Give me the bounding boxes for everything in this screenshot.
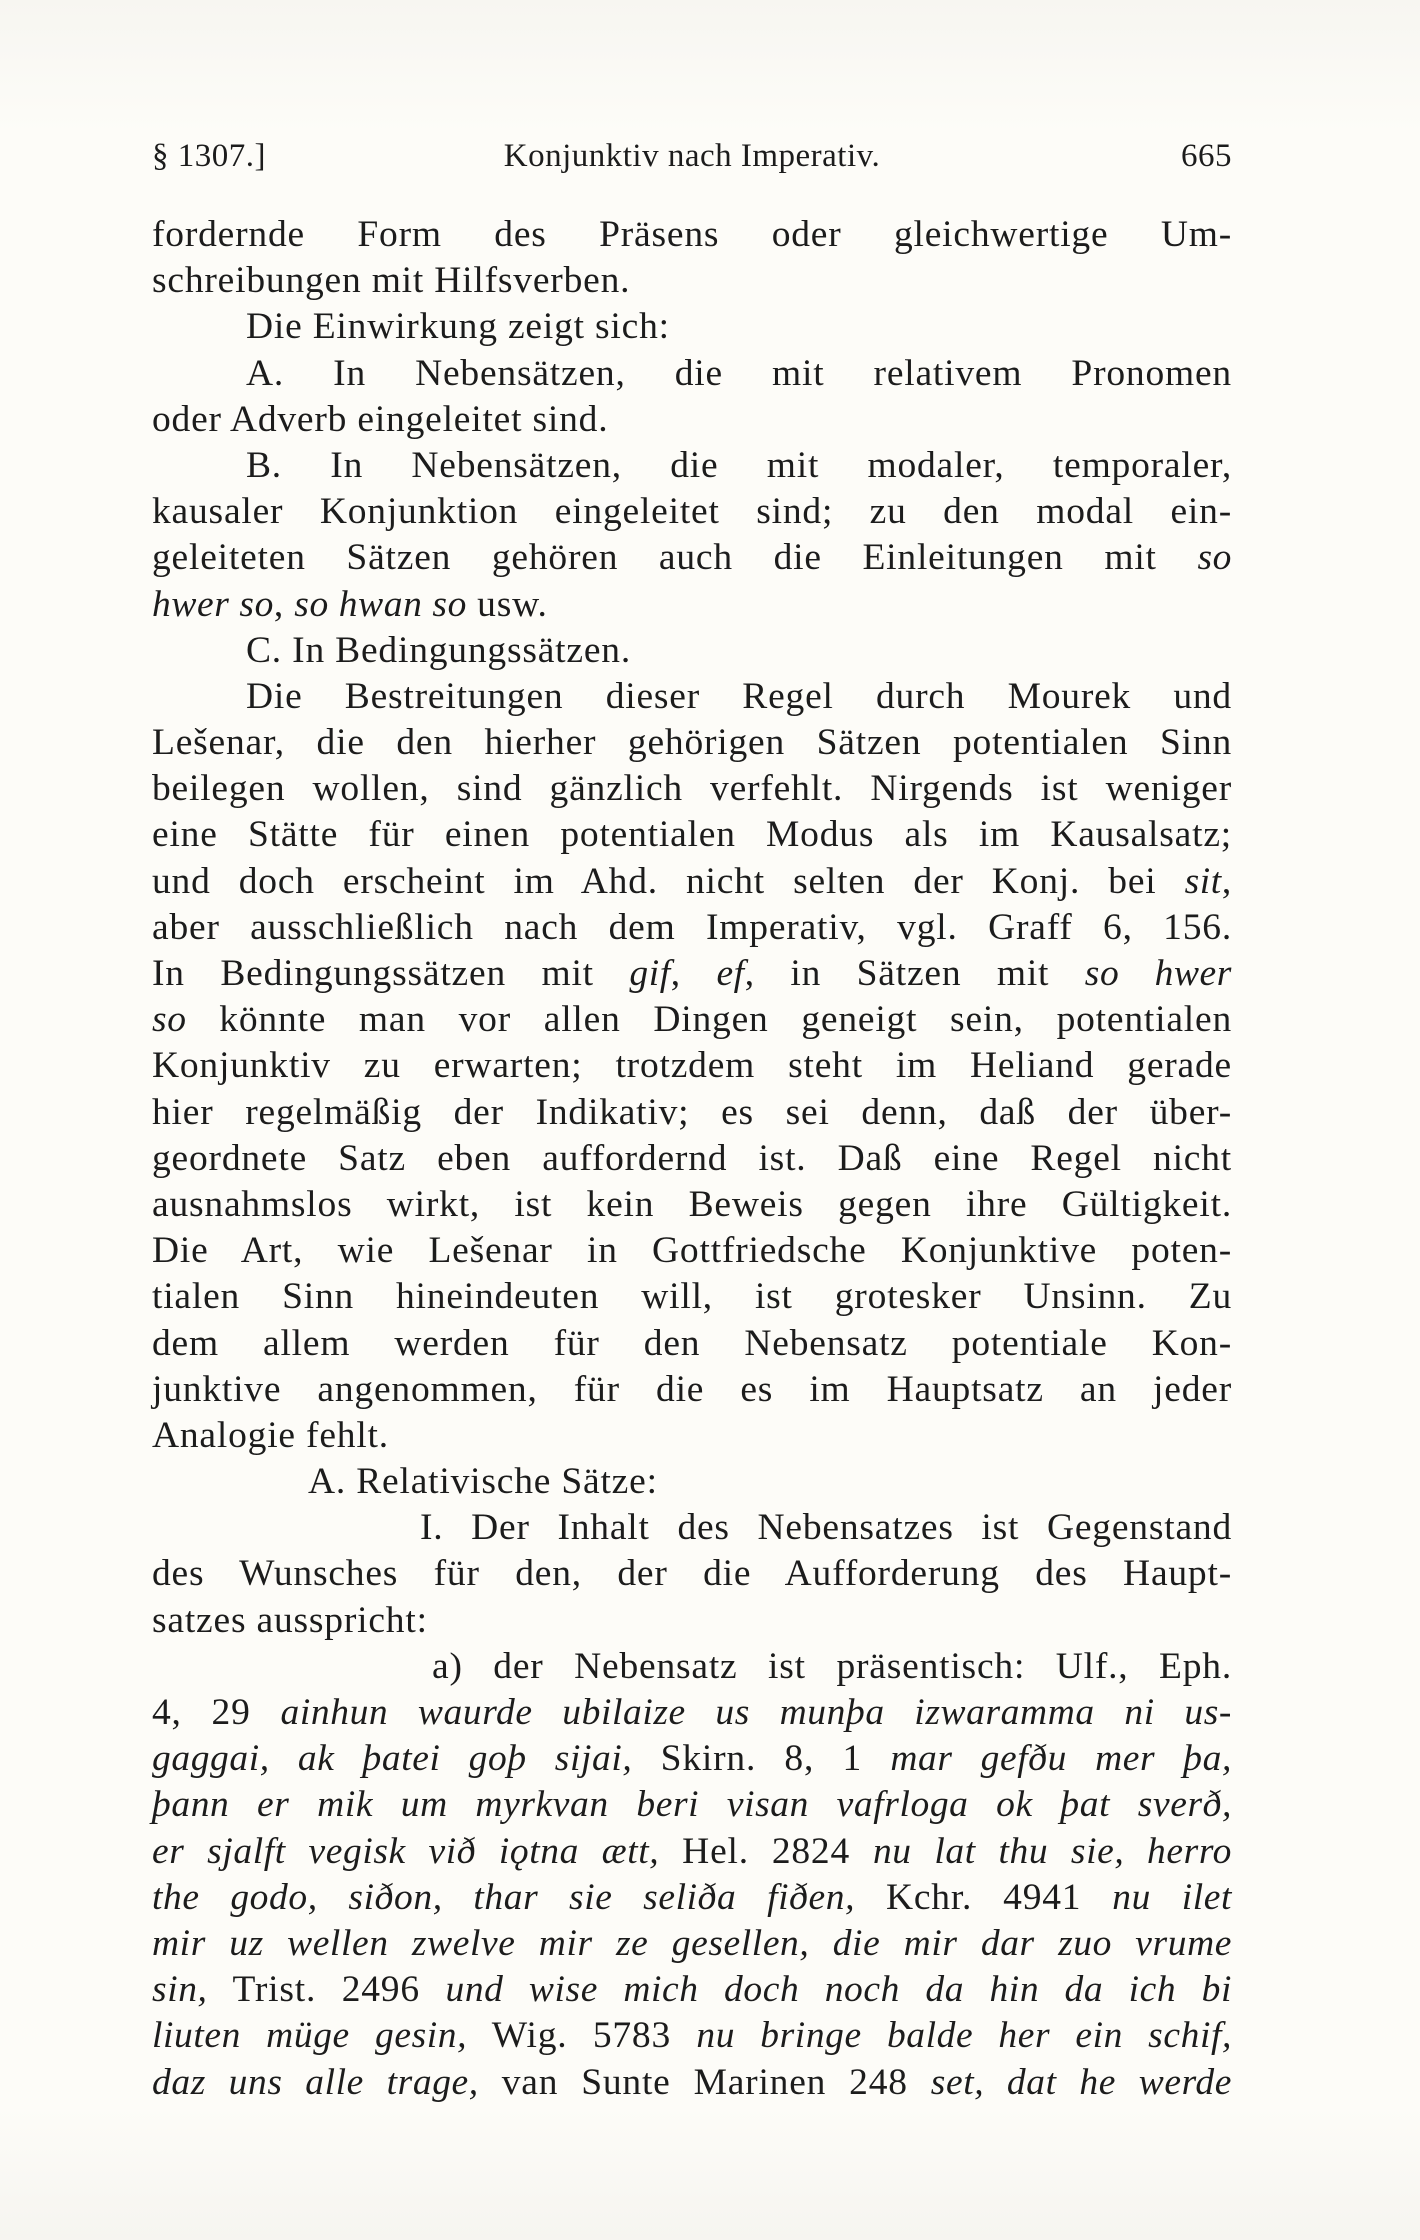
italic-citation: ainhun waurde ubilaize us munþa izwaramma ni us-	[280, 1692, 1232, 1733]
italic-citation: þann er mik um myrkvan beri visan vafrloga ok þat sverð,	[152, 1784, 1232, 1826]
text-run: Trist. 2496	[207, 1969, 446, 2011]
italic-citation: und wise mich doch noch da hin da ich bi	[445, 1969, 1232, 2011]
text-line	[152, 397, 1232, 443]
text-line	[152, 1043, 1232, 1089]
text-line	[152, 859, 1232, 905]
text-line	[152, 1736, 1232, 1782]
text-line	[152, 2060, 1232, 2106]
running-title: Konjunktiv nach Imperativ.	[503, 138, 881, 174]
text-line	[152, 1367, 1232, 1413]
text-run: I. Der Inhalt des Nebensatzes ist Gegenstand	[420, 1507, 1232, 1549]
italic-citation: the godo, siðon, thar sie seliða fiðen,	[152, 1876, 856, 1918]
italic-citation: daz uns alle trage,	[152, 2061, 479, 2103]
text-run: satzes ausspricht:	[152, 1599, 428, 1641]
text-line	[152, 1090, 1232, 1136]
text-run: In Bedingungssätzen mit	[152, 953, 630, 994]
text-run: aber ausschließlich nach dem Imperativ, vgl. Graff 6, 156.	[152, 906, 1232, 948]
text-line	[152, 1782, 1232, 1828]
italic-citation: so hwer	[1084, 953, 1232, 994]
body-text	[152, 212, 1232, 2106]
italic-citation: sit	[1184, 860, 1222, 902]
text-run: beilegen wollen, sind gänzlich verfehlt. Nirgends ist weniger	[152, 768, 1232, 810]
text-run: Lešenar, die den hierher gehörigen Sätzen potentialen Sinn	[152, 722, 1232, 764]
text-run: 4, 29	[152, 1692, 281, 1733]
text-line	[152, 720, 1232, 766]
text-line	[152, 1875, 1232, 1921]
italic-citation: so hwan so	[294, 583, 467, 625]
italic-citation: liuten müge gesin,	[152, 2015, 468, 2057]
italic-citation: so	[1197, 537, 1232, 579]
text-run: fordernde Form des Präsens oder gleichwertige Um-	[152, 214, 1232, 255]
text-line	[152, 535, 1232, 581]
italic-citation: ef	[716, 953, 745, 994]
text-run: und doch erscheint im Ahd. nicht selten der Konj. bei	[152, 860, 1185, 902]
text-line	[152, 1274, 1232, 1320]
text-run: A. In Nebensätzen, die mit relativem Pronomen	[246, 352, 1232, 394]
text-run: tialen Sinn hineindeuten will, ist grotesker Unsinn. Zu	[152, 1276, 1232, 1318]
text-run: Die Einwirkung zeigt sich:	[246, 306, 670, 348]
text-run: ausnahmslos wirkt, ist kein Beweis gegen ihre Gültigkeit.	[152, 1183, 1232, 1225]
text-line	[152, 304, 1232, 350]
text-line	[152, 1505, 1232, 1551]
text-line	[152, 951, 1232, 997]
text-run: geleiteten Sätzen gehören auch die Einleitungen mit	[152, 537, 1198, 579]
page-number: 665	[1181, 138, 1232, 174]
text-line	[152, 1921, 1232, 1967]
text-run: , in Sätzen mit	[744, 953, 1085, 994]
text-line	[152, 489, 1232, 535]
italic-citation: mar gefðu mer þa,	[890, 1738, 1232, 1780]
text-run: Kchr. 4941	[855, 1876, 1113, 1918]
italic-citation: hwer so	[152, 583, 274, 625]
italic-citation: nu lat thu sie, herro	[872, 1830, 1232, 1872]
text-line	[152, 1598, 1232, 1644]
text-line	[152, 905, 1232, 951]
text-line	[152, 628, 1232, 674]
text-run: schreibungen mit Hilfsverben.	[152, 260, 631, 302]
italic-citation: sin,	[152, 1969, 208, 2011]
text-run: kausaler Konjunktion eingeleitet sind; zu den modal ein-	[152, 491, 1232, 533]
text-line	[152, 1829, 1232, 1875]
italic-citation: mir uz wellen zwelve mir ze gesellen, die mir dar zuo vrume	[152, 1922, 1232, 1964]
text-run: Hel. 2824	[659, 1830, 873, 1872]
text-line	[152, 351, 1232, 397]
text-run: junktive angenommen, für die es im Hauptsatz an jeder	[152, 1368, 1232, 1410]
text-run: Die Art, wie Lešenar in Gottfriedsche Konjunktive poten-	[152, 1230, 1232, 1272]
text-line	[152, 674, 1232, 720]
text-line	[152, 1321, 1232, 1367]
text-line	[152, 1967, 1232, 2013]
text-run: usw.	[466, 583, 548, 625]
text-line	[152, 1182, 1232, 1228]
text-run: oder Adverb eingeleitet sind.	[152, 398, 609, 440]
text-run: van Sunte Marinen 248	[478, 2061, 931, 2103]
italic-citation: nu ilet	[1112, 1876, 1233, 1918]
text-line	[152, 1228, 1232, 1274]
text-line	[152, 997, 1232, 1043]
text-line	[152, 812, 1232, 858]
text-run: Wig. 5783	[467, 2015, 697, 2057]
text-line	[152, 1644, 1232, 1690]
text-line	[152, 258, 1232, 304]
text-run: dem allem werden für den Nebensatz potentiale Kon-	[152, 1322, 1232, 1364]
text-run: Analogie fehlt.	[152, 1414, 389, 1456]
italic-citation: so	[152, 999, 187, 1041]
text-run: ,	[670, 953, 717, 994]
text-run: eine Stätte für einen potentialen Modus als im Kausalsatz;	[152, 814, 1232, 856]
running-header	[152, 138, 1232, 188]
text-line	[152, 582, 1232, 628]
text-line	[152, 1551, 1232, 1597]
text-run: hier regelmäßig der Indikativ; es sei denn, daß der über-	[152, 1091, 1232, 1133]
italic-citation: set, dat he werde	[930, 2061, 1232, 2103]
italic-citation: er sjalft vegisk við iǫtna ætt,	[152, 1830, 660, 1872]
text-run: C. In Bedingungssätzen.	[246, 629, 632, 671]
text-line	[152, 1136, 1232, 1182]
text-run: ,	[1221, 860, 1232, 902]
text-line	[152, 766, 1232, 812]
italic-citation: gif	[629, 953, 671, 994]
italic-citation: gaggai, ak þatei goþ sijai,	[152, 1738, 633, 1780]
text-run: Konjunktiv zu erwarten; trotzdem steht im Heliand gerade	[152, 1045, 1232, 1087]
text-run: geordnete Satz eben auffordernd ist. Daß eine Regel nicht	[152, 1137, 1232, 1179]
text-run: a) der Nebensatz ist präsentisch: Ulf., Eph.	[432, 1645, 1232, 1687]
text-run: könnte man vor allen Dingen geneigt sein, potentialen	[186, 999, 1232, 1041]
text-run: A. Relativische Sätze:	[308, 1461, 658, 1503]
italic-citation: nu bringe balde her ein schif,	[696, 2015, 1232, 2057]
text-line	[152, 443, 1232, 489]
text-line	[152, 1413, 1232, 1459]
text-line	[152, 2013, 1232, 2059]
text-run: ,	[273, 583, 295, 625]
text-run: des Wunsches für den, der die Aufforderung des Haupt-	[152, 1553, 1232, 1595]
text-line	[152, 212, 1232, 258]
text-run: B. In Nebensätzen, die mit modaler, temporaler,	[246, 444, 1232, 486]
text-run: Skirn. 8, 1	[632, 1738, 891, 1780]
text-line	[152, 1459, 1232, 1505]
text-line	[152, 1690, 1232, 1736]
section-reference: § 1307.]	[152, 138, 266, 174]
text-run: Die Bestreitungen dieser Regel durch Mourek und	[246, 675, 1232, 717]
